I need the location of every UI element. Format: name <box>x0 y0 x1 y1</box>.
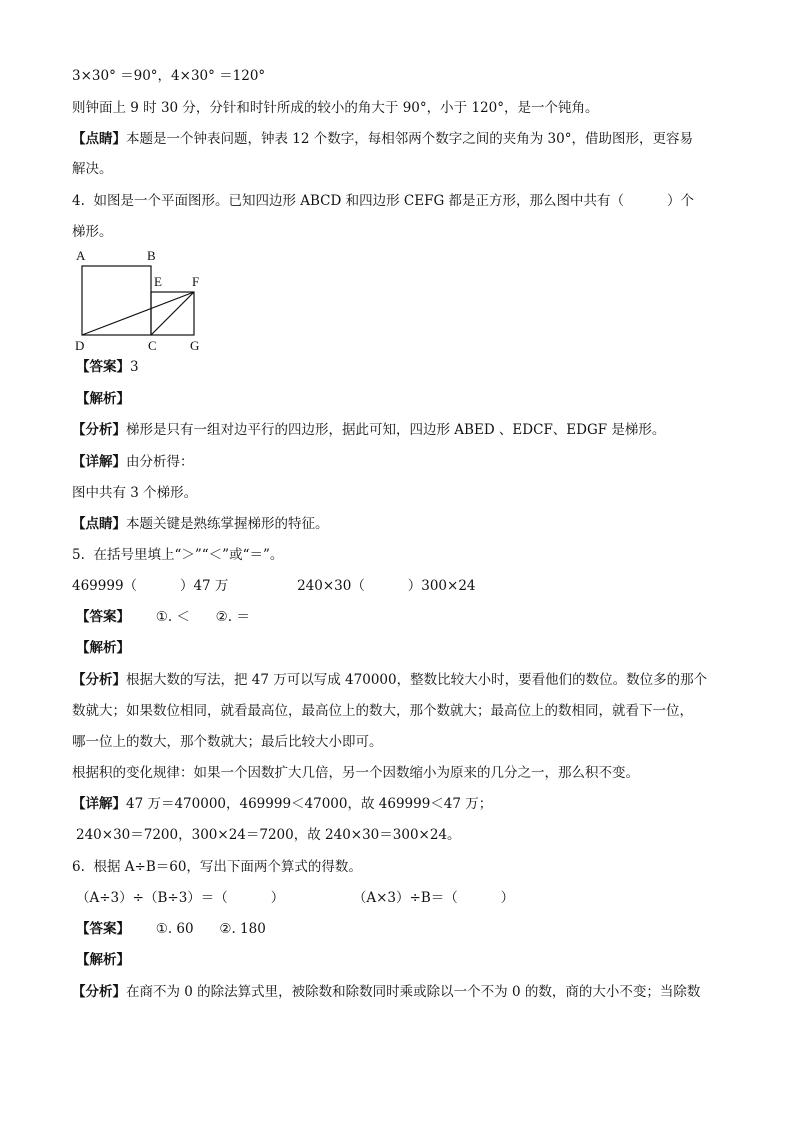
answer-line <box>76 919 266 939</box>
answer-line <box>76 607 250 627</box>
text-content: 本题是一个钟表问题，钟表 12 个数字，每相邻两个数字之间的夹角为 30°，借助图形，更容易 <box>126 131 693 147</box>
section-tag: 【分析】 <box>72 672 126 688</box>
segment-df <box>82 292 194 335</box>
label-g: G <box>190 338 200 353</box>
squares-diagram <box>72 246 212 354</box>
section-tag: 【答案】 <box>76 359 130 375</box>
text-line: 哪一位上的数大，那个数就大；最后比较大小即可。 <box>72 734 383 750</box>
text-line: 梯形。 <box>72 224 113 240</box>
text-line: 图中共有 3 个梯形。 <box>72 485 198 501</box>
text-line: （A÷3）÷（B÷3）＝（ ） （A×3）÷B＝（ ） <box>76 890 515 906</box>
section-tag: 【答案】 <box>76 921 130 937</box>
analysis-heading <box>76 389 130 409</box>
answer-value: ①. ＜ ②. ＝ <box>130 609 250 625</box>
label-a: A <box>76 248 86 263</box>
question-4: 4. 如图是一个平面图形。已知四边形 ABCD 和四边形 CEFG 都是正方形，那么图中共有（ ）个 <box>72 193 694 209</box>
text-line: 3×30° ＝90°，4×30° ＝120° <box>72 68 266 84</box>
square-abcd <box>82 266 151 335</box>
question-6: 6. 根据 A÷B＝60，写出下面两个算式的得数。 <box>72 859 362 875</box>
answer-value: 3 <box>130 359 139 375</box>
text-content: 47 万＝470000，469999＜47000，故 469999＜47 万； <box>126 796 493 812</box>
section-tag: 【解析】 <box>76 952 130 968</box>
analysis-heading <box>76 950 130 970</box>
section-tag: 【解析】 <box>76 391 130 407</box>
text-content: 在商不为 0 的除法算式里，被除数和除数同时乘或除以一个不为 0 的数，商的大小不变；当除数 <box>126 984 701 1000</box>
label-c: C <box>148 338 157 353</box>
label-f: F <box>192 274 200 289</box>
text-line <box>72 420 665 440</box>
text-line: 则钟面上 9 时 30 分，分针和时针所成的较小的角大于 90°，小于 120°，是一个钝角。 <box>72 100 599 116</box>
analysis-heading <box>76 638 130 658</box>
question-5: 5. 在括号里填上“＞”“＜”或“＝”。 <box>72 547 284 563</box>
text-content: 根据大数的写法，把 47 万可以写成 470000，整数比较大小时，要看他们的数位。数位多的那个 <box>126 672 708 688</box>
section-tag: 【解析】 <box>76 640 130 656</box>
text-line <box>72 670 707 690</box>
geometry-figure <box>72 246 212 358</box>
label-e: E <box>154 274 162 289</box>
text-line <box>72 982 700 1002</box>
text-line <box>72 794 492 814</box>
section-tag: 【点睛】 <box>72 131 126 147</box>
text-line <box>72 514 329 534</box>
text-content: 由分析得： <box>126 454 194 470</box>
segment-cf <box>151 292 194 335</box>
text-line: 240×30＝7200，300×24＝7200，故 240×30＝300×24。 <box>76 827 461 843</box>
text-line: 数就大；如果数位相同，就看最高位，最高位上的数大，那个数就大；最高位上的数相同，就看下一位， <box>72 703 693 719</box>
answer-value: ①. 60 ②. 180 <box>130 921 266 937</box>
text-content: 梯形是只有一组对边平行的四边形，据此可知，四边形 ABED 、EDCF、EDGF 是梯形。 <box>126 422 666 438</box>
section-tag: 【详解】 <box>72 454 126 470</box>
section-tag: 【分析】 <box>72 422 126 438</box>
text-line: 解决。 <box>72 161 113 177</box>
text-line: 根据积的变化规律：如果一个因数扩大几倍，另一个因数缩小为原来的几分之一，那么积不变。 <box>72 765 639 781</box>
text-content: 本题关键是熟练掌握梯形的特征。 <box>126 516 329 532</box>
section-tag: 【点睛】 <box>72 516 126 532</box>
answer-line <box>76 357 139 377</box>
label-d: D <box>75 338 85 353</box>
text-line <box>72 129 693 149</box>
section-tag: 【答案】 <box>76 609 130 625</box>
section-tag: 【分析】 <box>72 984 126 1000</box>
label-b: B <box>147 248 156 263</box>
text-line: 469999（ ）47 万 240×30（ ）300×24 <box>72 578 476 594</box>
section-tag: 【详解】 <box>72 796 126 812</box>
text-line <box>72 452 194 472</box>
